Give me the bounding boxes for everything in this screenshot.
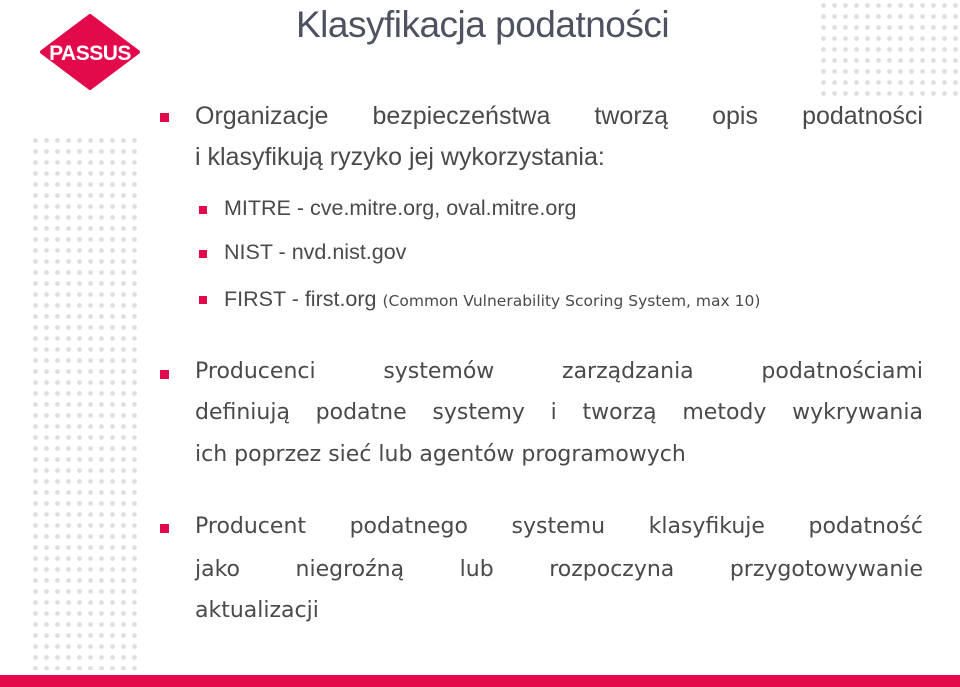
footer-accent-bar bbox=[0, 675, 960, 687]
word: zarządzania bbox=[562, 359, 694, 384]
bullet-3-line-1 bbox=[195, 514, 923, 539]
word: definiują bbox=[195, 400, 290, 425]
word: przygotowywanie bbox=[729, 557, 923, 582]
sub-item-mitre: MITRE - cve.mitre.org, oval.mitre.org bbox=[224, 196, 577, 220]
word: podatności bbox=[802, 102, 923, 130]
word: podatne bbox=[315, 400, 407, 425]
sub-item-first-note: (Common Vulnerability Scoring System, max 10) bbox=[382, 292, 761, 310]
sub-item-nist: NIST - nvd.nist.gov bbox=[224, 240, 407, 264]
word: klasyfikuje bbox=[648, 514, 765, 539]
word: systemu bbox=[511, 514, 606, 539]
word: podatnego bbox=[349, 514, 468, 539]
word: jako bbox=[195, 557, 241, 582]
word: niegroźną bbox=[295, 557, 405, 582]
svg-text:PASSUS: PASSUS bbox=[49, 42, 131, 65]
slide-title: Klasyfikacja podatności bbox=[296, 4, 670, 45]
bullet-2-line-3: ich poprzez sieć lub agentów programowych bbox=[195, 442, 686, 467]
sub-item-first bbox=[224, 287, 760, 312]
bullet-3-line-3: aktualizacji bbox=[195, 598, 319, 623]
bullet-marker bbox=[160, 524, 169, 533]
bullet-1-line-2: i klasyfikują ryzyko jej wykorzystania: bbox=[195, 143, 605, 171]
bullet-marker bbox=[160, 370, 169, 379]
word: wykrywania bbox=[792, 400, 923, 425]
word: podatnościami bbox=[761, 359, 923, 384]
word: systemów bbox=[383, 359, 495, 384]
sub-bullet-marker bbox=[199, 250, 207, 258]
word: podatność bbox=[808, 514, 923, 539]
sub-bullet-marker bbox=[199, 206, 207, 214]
word: tworzą bbox=[582, 400, 657, 425]
bullet-3-line-2 bbox=[195, 557, 923, 582]
word: metody bbox=[682, 400, 767, 425]
word: Producenci bbox=[195, 359, 316, 384]
word: Producent bbox=[195, 514, 307, 539]
bullet-1-line-1 bbox=[195, 102, 923, 131]
word: systemy bbox=[432, 400, 525, 425]
word: Organizacje bbox=[195, 102, 329, 130]
word: bezpieczeństwa bbox=[372, 102, 551, 130]
bullet-marker bbox=[160, 113, 169, 122]
word: i bbox=[550, 400, 557, 425]
word: lub bbox=[459, 557, 494, 582]
bullet-2-line-2 bbox=[195, 400, 923, 425]
word: opis bbox=[712, 102, 758, 130]
sub-bullet-marker bbox=[199, 296, 207, 304]
word: rozpoczyna bbox=[549, 557, 675, 582]
bullet-2-line-1 bbox=[195, 359, 923, 384]
sub-item-first-main: FIRST - first.org bbox=[224, 287, 377, 311]
word: tworzą bbox=[594, 102, 669, 130]
